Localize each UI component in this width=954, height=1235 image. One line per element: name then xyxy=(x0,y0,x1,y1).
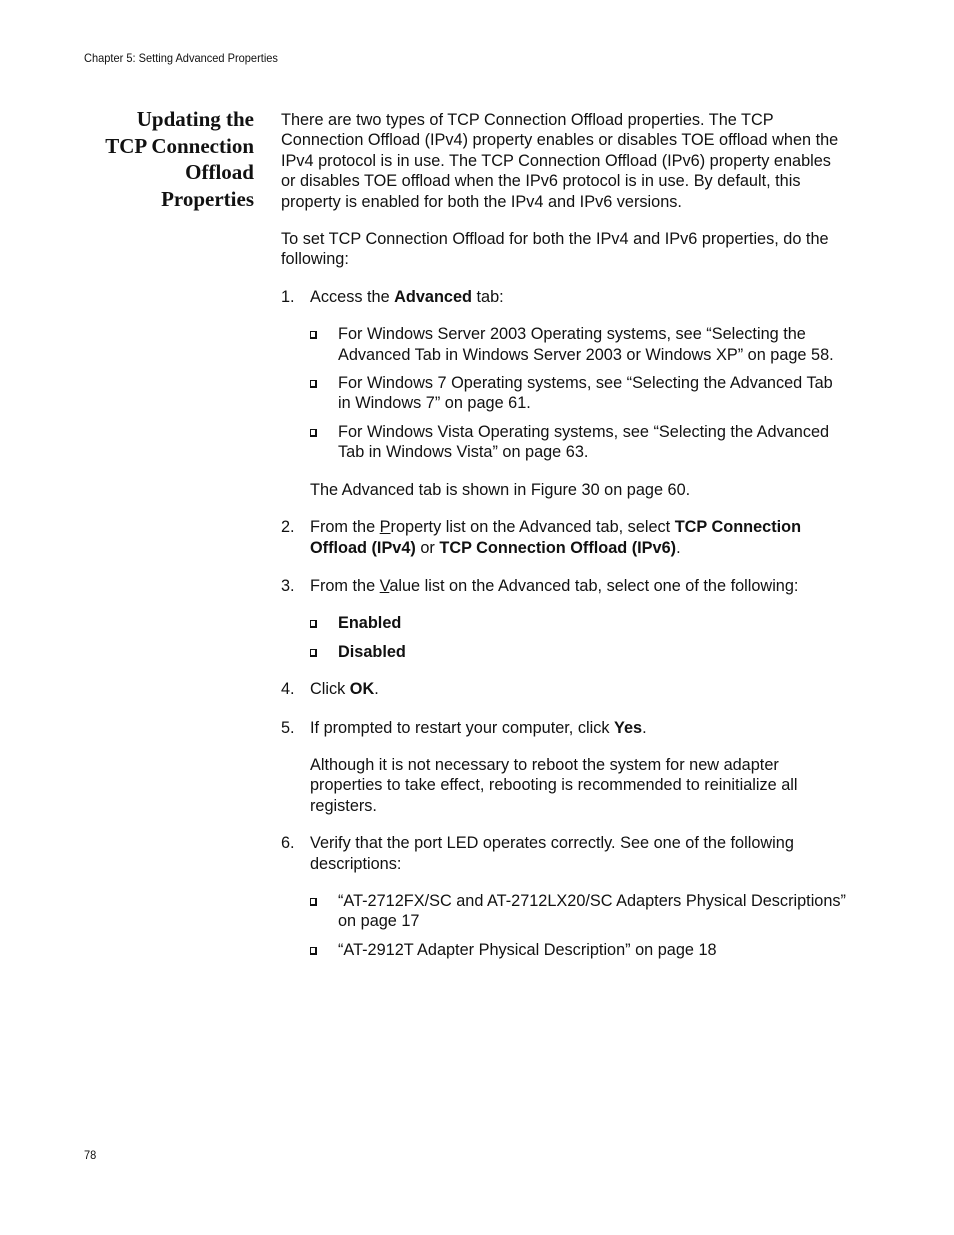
heading-line: Updating the xyxy=(136,107,254,131)
intro-paragraph: There are two types of TCP Connection Offload properties. The TCP Connection Offload (IPv4) property enables or disables TOE offload when the IPv4 protocol is in use. The TCP Connection Offload (IPv6) property enables or disables TOE offload when the IPv6 protocol is in use. By default, this property is enabled for both the IPv4 and IPv6 versions. xyxy=(281,111,839,211)
step-number: 4. xyxy=(281,680,295,699)
step-5 xyxy=(281,718,846,817)
heading-line: Properties xyxy=(161,187,254,212)
step-2 xyxy=(281,517,846,558)
step-6 xyxy=(281,833,846,960)
running-header: Chapter 5: Setting Advanced Properties xyxy=(84,51,278,65)
list-item: For Windows Vista Operating systems, see “Selecting the Advanced Tab in Windows Vista” on page 63. xyxy=(310,422,846,463)
list-item: For Windows Server 2003 Operating systems, see “Selecting the Advanced Tab in Windows Server 2003 or Windows XP” on page 58. xyxy=(310,324,846,365)
checkbox-bullet-icon xyxy=(310,947,317,955)
section-heading xyxy=(70,106,254,213)
step-1 xyxy=(281,287,846,500)
checkbox-bullet-icon xyxy=(310,898,317,906)
step-text: Click OK. xyxy=(310,680,379,699)
checkbox-bullet-icon xyxy=(310,620,317,628)
checkbox-bullet-icon xyxy=(310,331,317,339)
list-item: “AT-2912T Adapter Physical Description” on page 18 xyxy=(310,940,846,960)
step-number: 1. xyxy=(281,287,295,306)
step-number: 2. xyxy=(281,518,295,537)
heading-line: TCP Connection xyxy=(105,133,254,158)
checkbox-bullet-icon xyxy=(310,649,317,657)
step-number: 3. xyxy=(281,576,295,595)
body-column xyxy=(281,110,846,960)
step-text: From the Property list on the Advanced tab, select TCP Connection Offload (IPv4) or TCP Connection Offload (IPv6). xyxy=(310,518,802,557)
list-item: Enabled xyxy=(310,613,846,633)
lead-in-paragraph: To set TCP Connection Offload for both the IPv4 and IPv6 properties, do the following: xyxy=(281,230,829,269)
checkbox-bullet-icon xyxy=(310,429,317,437)
heading-line: Offload xyxy=(185,160,254,185)
list-item: “AT-2712FX/SC and AT-2712LX20/SC Adapters Physical Descriptions” on page 17 xyxy=(310,891,846,932)
step-text: From the Value list on the Advanced tab, select one of the following: xyxy=(310,576,799,595)
step-note: Although it is not necessary to reboot the system for new adapter properties to take effect, rebooting is recommended to reinitialize all registers. xyxy=(310,755,798,815)
step-note: The Advanced tab is shown in Figure 30 on page 60. xyxy=(310,480,691,499)
step-text: Access the Advanced tab: xyxy=(310,287,504,306)
page-number: 78 xyxy=(84,1148,97,1162)
step-3 xyxy=(281,576,846,662)
list-item: For Windows 7 Operating systems, see “Selecting the Advanced Tab in Windows 7” on page 61. xyxy=(310,373,846,414)
step-number: 5. xyxy=(281,718,295,737)
step-4 xyxy=(281,679,846,699)
step-text: If prompted to restart your computer, click Yes. xyxy=(310,718,647,737)
list-item: Disabled xyxy=(310,642,846,662)
step-number: 6. xyxy=(281,834,295,853)
checkbox-bullet-icon xyxy=(310,380,317,388)
step-text: Verify that the port LED operates correctly. See one of the following descriptions: xyxy=(310,834,794,873)
